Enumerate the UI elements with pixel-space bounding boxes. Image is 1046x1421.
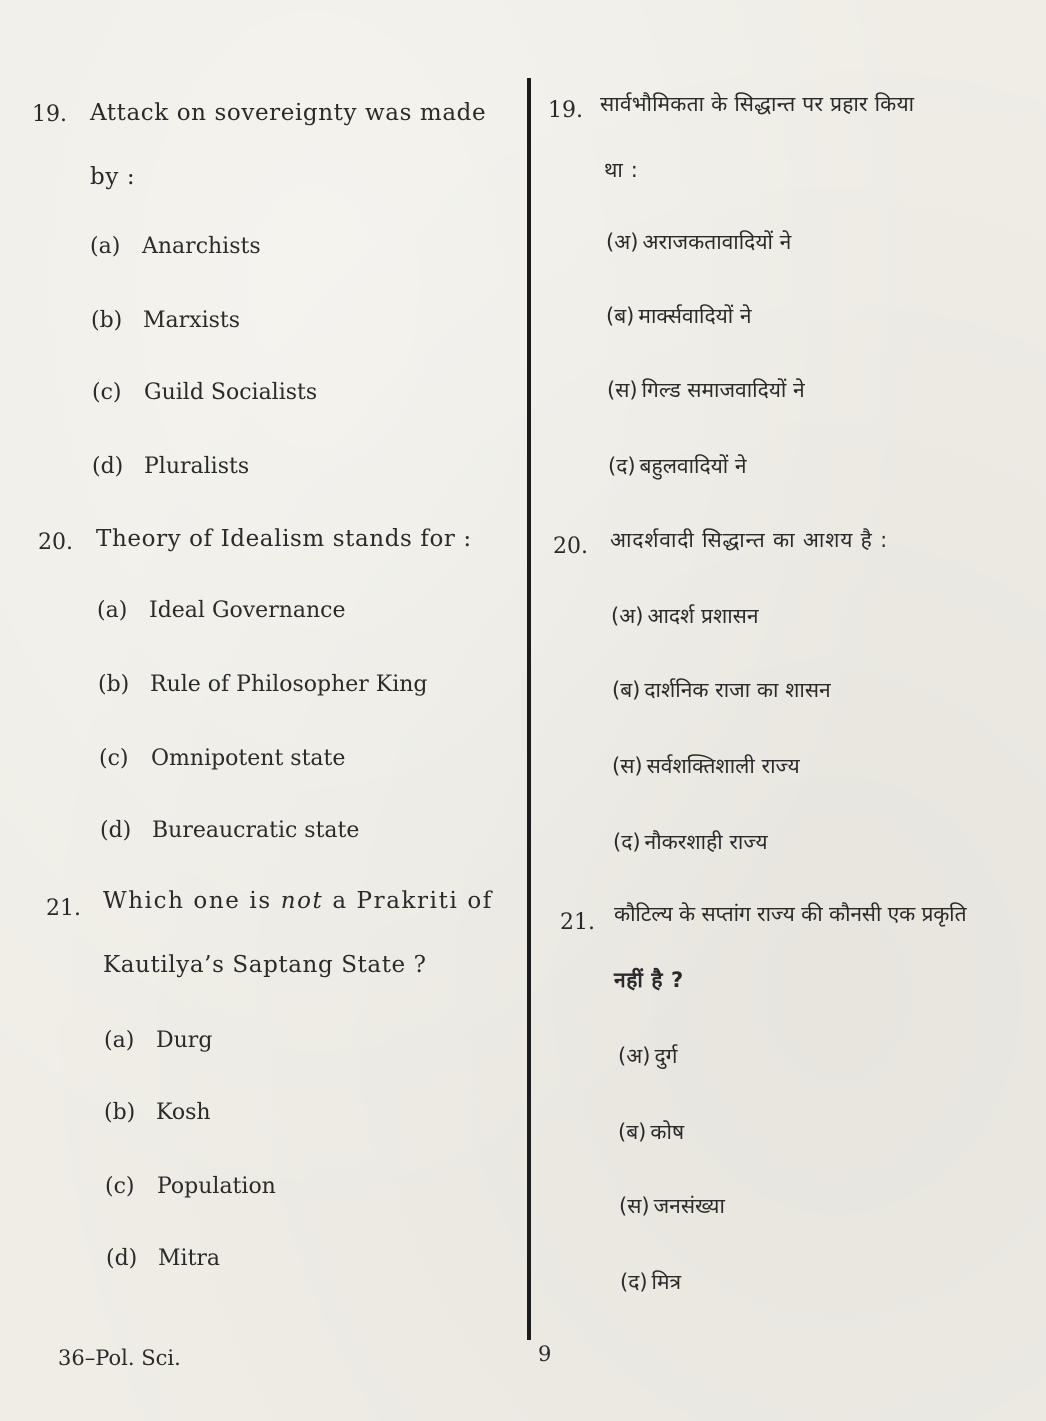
- option-text: नौकरशाही राज्य: [644, 830, 768, 854]
- option-c: [619, 1192, 725, 1220]
- option-label: (b): [91, 308, 123, 333]
- option-text: जनसंख्या: [653, 1194, 725, 1218]
- question-text-line1: Attack on sovereignty was made: [90, 100, 487, 126]
- question-text-line1: सार्वभौमिकता के सिद्धान्त पर प्रहार किया: [600, 92, 915, 116]
- option-c: [99, 746, 345, 771]
- option-text: Bureaucratic state: [152, 818, 360, 843]
- question-text-pre: Which one is: [103, 888, 272, 914]
- page-number: 9: [538, 1342, 552, 1366]
- option-d: [608, 452, 747, 480]
- question-number: 20.: [38, 530, 73, 555]
- option-label: (ब): [618, 1120, 647, 1144]
- option-label: (c): [92, 380, 122, 405]
- option-label: (स): [619, 1194, 650, 1218]
- option-a: [97, 598, 346, 623]
- option-text: Ideal Governance: [149, 598, 346, 623]
- option-label: (a): [90, 234, 121, 259]
- question-text-line2: था :: [604, 158, 639, 182]
- question-text-line2: by :: [90, 164, 136, 190]
- option-text: मार्क्सवादियों ने: [638, 304, 752, 328]
- option-label: (d): [100, 818, 132, 843]
- option-text: Durg: [156, 1028, 213, 1053]
- question-text-line1: Theory of Idealism stands for :: [96, 526, 472, 552]
- footer-subject-code: 36–Pol. Sci.: [58, 1346, 181, 1370]
- option-a: [90, 234, 261, 259]
- question-number: 19.: [32, 102, 67, 127]
- option-label: (स): [607, 378, 638, 402]
- question-number: 19.: [548, 98, 583, 123]
- option-text: Population: [157, 1174, 276, 1199]
- option-text: Anarchists: [142, 234, 261, 259]
- option-text: दार्शनिक राजा का शासन: [644, 678, 831, 702]
- question-number: 21.: [560, 910, 595, 935]
- option-text: सर्वशक्तिशाली राज्य: [646, 754, 800, 778]
- option-label: (अ): [611, 604, 644, 628]
- option-d: [92, 454, 249, 479]
- option-d: [620, 1268, 681, 1296]
- option-text: बहुलवादियों ने: [639, 454, 747, 478]
- option-label: (b): [104, 1100, 136, 1125]
- option-text: Omnipotent state: [151, 746, 346, 771]
- option-text: गिल्ड समाजवादियों ने: [641, 378, 805, 402]
- option-a: [606, 228, 791, 256]
- option-label: (अ): [606, 230, 639, 254]
- question-text-emphasis: not: [280, 888, 324, 914]
- option-text: Kosh: [156, 1100, 211, 1125]
- option-c: [607, 376, 805, 404]
- option-text: Pluralists: [144, 454, 250, 479]
- option-label: (ब): [606, 304, 635, 328]
- option-label: (d): [92, 454, 124, 479]
- option-a: [104, 1028, 212, 1053]
- option-label: (c): [99, 746, 129, 771]
- option-d: [100, 818, 359, 843]
- option-text: Marxists: [143, 308, 241, 333]
- option-label: (स): [612, 754, 643, 778]
- option-label: (a): [104, 1028, 135, 1053]
- column-divider: [527, 78, 531, 1340]
- option-b: [98, 672, 428, 697]
- option-label: (c): [105, 1174, 135, 1199]
- option-text: Rule of Philosopher King: [150, 672, 428, 697]
- option-a: [611, 602, 759, 630]
- option-label: (a): [97, 598, 128, 623]
- option-text: अराजकतावादियों ने: [642, 230, 792, 254]
- option-text: Mitra: [158, 1246, 221, 1271]
- option-label: (ब): [612, 678, 641, 702]
- question-text-line2: नहीं है ?: [614, 968, 684, 992]
- question-text-line1: कौटिल्य के सप्तांग राज्य की कौनसी एक प्रकृति: [614, 902, 967, 926]
- option-a: [618, 1042, 677, 1070]
- question-number: 21.: [46, 896, 81, 921]
- option-label: (b): [98, 672, 130, 697]
- option-label: (d): [106, 1246, 138, 1271]
- option-b: [606, 302, 752, 330]
- question-text-line2: Kautilya’s Saptang State ?: [103, 952, 427, 978]
- question-text-line1: आदर्शवादी सिद्धान्त का आशय है :: [610, 528, 888, 552]
- option-label: (द): [608, 454, 636, 478]
- option-label: (द): [613, 830, 641, 854]
- option-text: Guild Socialists: [144, 380, 318, 405]
- option-d: [106, 1246, 220, 1271]
- option-text: आदर्श प्रशासन: [647, 604, 759, 628]
- option-c: [105, 1174, 276, 1199]
- option-b: [612, 676, 831, 704]
- question-text-post: a Prakriti of: [332, 888, 493, 914]
- option-c: [612, 752, 800, 780]
- option-label: (द): [620, 1270, 648, 1294]
- option-b: [104, 1100, 211, 1125]
- option-d: [613, 828, 768, 856]
- option-b: [618, 1118, 684, 1146]
- option-text: मित्र: [651, 1270, 682, 1294]
- question-text-line1: [103, 888, 493, 914]
- option-b: [91, 308, 240, 333]
- option-c: [92, 380, 317, 405]
- option-text: दुर्ग: [654, 1044, 678, 1068]
- option-text: कोष: [650, 1120, 685, 1144]
- option-label: (अ): [618, 1044, 651, 1068]
- question-number: 20.: [553, 534, 588, 559]
